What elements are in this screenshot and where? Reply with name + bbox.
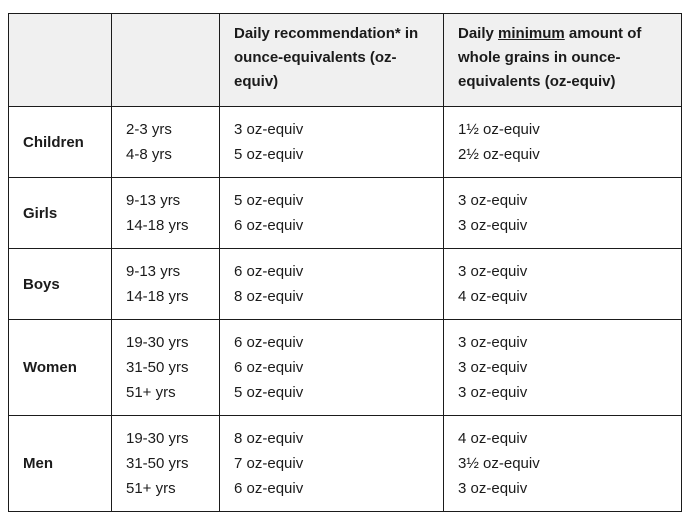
daily-cell: [220, 178, 444, 249]
age-range: 14-18 yrs: [126, 217, 189, 234]
age-range: 31-50 yrs: [126, 455, 189, 472]
daily-value: 8 oz-equiv: [234, 430, 304, 447]
header-blank-cell: [9, 14, 112, 107]
header-blank-cell: [112, 14, 220, 107]
daily-value: 8 oz-equiv: [234, 288, 304, 305]
age-range: 2-3 yrs: [126, 121, 172, 138]
header-whole-grains-minimum: [444, 14, 682, 107]
header-daily-recommendation: Daily recommendation* in ounce-equivalents (oz-equiv): [220, 14, 444, 107]
group-label: Children: [9, 107, 112, 178]
daily-cell: [220, 249, 444, 320]
age-range: 14-18 yrs: [126, 288, 189, 305]
age-range: 9-13 yrs: [126, 192, 181, 209]
whole-grain-cell: [444, 107, 682, 178]
daily-value: 6 oz-equiv: [234, 359, 304, 376]
age-range: 51+ yrs: [126, 480, 176, 497]
daily-value: 5 oz-equiv: [234, 192, 304, 209]
age-cell: [112, 107, 220, 178]
whole-grain-value: 3 oz-equiv: [458, 480, 528, 497]
group-label: Men: [9, 416, 112, 512]
whole-grain-value: 4 oz-equiv: [458, 288, 528, 305]
age-cell: [112, 320, 220, 416]
age-range: 19-30 yrs: [126, 430, 189, 447]
age-range: 19-30 yrs: [126, 334, 189, 351]
daily-value: 5 oz-equiv: [234, 384, 304, 401]
table-row: [9, 416, 682, 512]
whole-grain-value: 2½ oz-equiv: [458, 146, 540, 163]
daily-value: 6 oz-equiv: [234, 263, 304, 280]
whole-grain-value: 4 oz-equiv: [458, 430, 528, 447]
group-label: Boys: [9, 249, 112, 320]
whole-grain-value: 3 oz-equiv: [458, 334, 528, 351]
age-cell: [112, 178, 220, 249]
age-cell: [112, 416, 220, 512]
daily-cell: [220, 320, 444, 416]
whole-grain-cell: [444, 178, 682, 249]
daily-value: 6 oz-equiv: [234, 480, 304, 497]
table-row: [9, 320, 682, 416]
daily-value: 6 oz-equiv: [234, 334, 304, 351]
age-cell: [112, 249, 220, 320]
age-range: 51+ yrs: [126, 384, 176, 401]
table-row: [9, 249, 682, 320]
whole-grain-value: 1½ oz-equiv: [458, 121, 540, 138]
whole-grain-value: 3 oz-equiv: [458, 263, 528, 280]
table-row: [9, 107, 682, 178]
whole-grain-value: 3 oz-equiv: [458, 217, 528, 234]
group-label: Women: [9, 320, 112, 416]
table-row: [9, 178, 682, 249]
whole-grain-value: 3 oz-equiv: [458, 359, 528, 376]
age-range: 4-8 yrs: [126, 146, 172, 163]
age-range: 9-13 yrs: [126, 263, 181, 280]
whole-grain-cell: [444, 249, 682, 320]
header-whole-suffix: amount of whole grains in ounce-equivalents (oz-equiv): [458, 25, 642, 90]
daily-cell: [220, 416, 444, 512]
daily-value: 5 oz-equiv: [234, 146, 304, 163]
whole-grain-value: 3 oz-equiv: [458, 192, 528, 209]
daily-value: 7 oz-equiv: [234, 455, 304, 472]
age-range: 31-50 yrs: [126, 359, 189, 376]
grains-table-container: [8, 13, 682, 512]
daily-cell: [220, 107, 444, 178]
daily-value: 6 oz-equiv: [234, 217, 304, 234]
table-header-row: [9, 14, 682, 107]
grains-recommendation-table: [8, 13, 682, 512]
group-label: Girls: [9, 178, 112, 249]
daily-value: 3 oz-equiv: [234, 121, 304, 138]
whole-grain-cell: [444, 416, 682, 512]
whole-grain-value: 3½ oz-equiv: [458, 455, 540, 472]
header-whole-prefix: Daily: [458, 25, 499, 42]
header-minimum-emphasis: minimum: [498, 25, 565, 42]
whole-grain-cell: [444, 320, 682, 416]
whole-grain-value: 3 oz-equiv: [458, 384, 528, 401]
